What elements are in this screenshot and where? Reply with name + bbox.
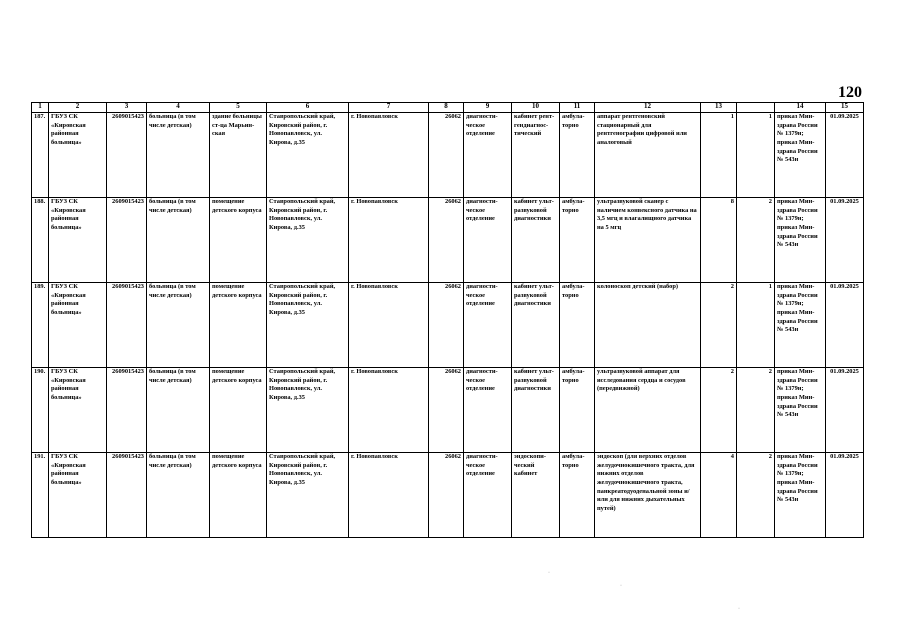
cell-regulatory-order: приказ Мин-здрава России № 1379н; приказ Мин-здрава России № 543н xyxy=(775,368,826,453)
cell-facility-type: больница (в том числе детская) xyxy=(147,368,210,453)
cell-care-conditions: амбула-торно xyxy=(560,368,595,453)
cell-cabinet: эндоскопи-ческий кабинет xyxy=(512,453,560,538)
column-header: 8 xyxy=(429,103,464,113)
cell-deadline-date: 01.09.2025 xyxy=(826,283,864,368)
cell-oktmo-code: 26062 xyxy=(429,453,464,538)
cell-oktmo-code: 26062 xyxy=(429,368,464,453)
cell-premises: помещение детского корпуса xyxy=(210,368,267,453)
cell-equipment-qty-available: 2 xyxy=(737,368,775,453)
cell-settlement: г. Новопавловск xyxy=(349,283,429,368)
cell-cabinet: кабинет ульт-развуковой диагностики xyxy=(512,368,560,453)
cell-facility-type: больница (в том числе детская) xyxy=(147,198,210,283)
page-number: 120 xyxy=(838,84,862,101)
cell-department: диагности-ческое отделение xyxy=(464,283,512,368)
cell-settlement: г. Новопавловск xyxy=(349,453,429,538)
cell-deadline-date: 01.09.2025 xyxy=(826,113,864,198)
cell-settlement: г. Новопавловск xyxy=(349,198,429,283)
cell-care-conditions: амбула-торно xyxy=(560,453,595,538)
cell-cabinet: кабинет рент-гендиагнос-тический xyxy=(512,113,560,198)
cell-inn: 2609015423 xyxy=(107,283,147,368)
column-number-row xyxy=(32,103,864,113)
cell-settlement: г. Новопавловск xyxy=(349,113,429,198)
cell-facility-type: больница (в том числе детская) xyxy=(147,283,210,368)
cell-regulatory-order: приказ Мин-здрава России № 1379н; приказ Мин-здрава России № 543н xyxy=(775,283,826,368)
cell-equipment-name: ультразвуковой сканер с наличием конвексного датчика на 3,5 мгц и влагалищного датчика на 5 мгц xyxy=(595,198,701,283)
cell-department: диагности-ческое отделение xyxy=(464,368,512,453)
column-header: 13 xyxy=(701,103,737,113)
scan-speck: · xyxy=(548,570,550,576)
cell-department: диагности-ческое отделение xyxy=(464,113,512,198)
cell-care-conditions: амбула-торно xyxy=(560,113,595,198)
cell-regulatory-order: приказ Мин-здрава России № 1379н; приказ Мин-здрава России № 543н xyxy=(775,453,826,538)
cell-premises: помещение детского корпуса xyxy=(210,453,267,538)
column-header: 15 xyxy=(826,103,864,113)
cell-inn: 2609015423 xyxy=(107,453,147,538)
cell-organization-name: ГБУЗ СК «Кировская районная больница» xyxy=(49,368,107,453)
cell-equipment-qty-required: 8 xyxy=(701,198,737,283)
cell-equipment-qty-required: 1 xyxy=(701,113,737,198)
table-row xyxy=(32,453,864,538)
scan-speck: · xyxy=(738,606,740,612)
column-header: 4 xyxy=(147,103,210,113)
cell-address: Ставропольский край, Кировский район, г. Новопавловск, ул. Кирова, д.35 xyxy=(267,198,349,283)
table-row xyxy=(32,283,864,368)
cell-equipment-qty-available: 2 xyxy=(737,198,775,283)
cell-care-conditions: амбула-торно xyxy=(560,198,595,283)
cell-row-number: 188. xyxy=(32,198,49,283)
cell-cabinet: кабинет ульт-развуковой диагностики xyxy=(512,283,560,368)
cell-equipment-name: колоноскоп детский (набор) xyxy=(595,283,701,368)
cell-facility-type: больница (в том числе детская) xyxy=(147,113,210,198)
table-row xyxy=(32,113,864,198)
cell-inn: 2609015423 xyxy=(107,113,147,198)
scan-speck: · xyxy=(620,583,622,589)
cell-equipment-qty-required: 2 xyxy=(701,368,737,453)
cell-organization-name: ГБУЗ СК «Кировская районная больница» xyxy=(49,283,107,368)
column-header: 7 xyxy=(349,103,429,113)
cell-equipment-qty-required: 2 xyxy=(701,283,737,368)
column-header: 1 xyxy=(32,103,49,113)
cell-row-number: 191. xyxy=(32,453,49,538)
column-header: 9 xyxy=(464,103,512,113)
column-header: 14 xyxy=(775,103,826,113)
cell-organization-name: ГБУЗ СК «Кировская районная больница» xyxy=(49,113,107,198)
column-header: 5 xyxy=(210,103,267,113)
cell-address: Ставропольский край, Кировский район, г. Новопавловск, ул. Кирова, д.35 xyxy=(267,368,349,453)
cell-premises: помещение детского корпуса xyxy=(210,198,267,283)
column-header: 10 xyxy=(512,103,560,113)
cell-equipment-name: ультразвуковой аппарат для исследования сердца и сосудов (передвижной) xyxy=(595,368,701,453)
cell-inn: 2609015423 xyxy=(107,198,147,283)
column-header: 2 xyxy=(49,103,107,113)
cell-oktmo-code: 26062 xyxy=(429,198,464,283)
cell-deadline-date: 01.09.2025 xyxy=(826,453,864,538)
column-header: 12 xyxy=(595,103,701,113)
cell-settlement: г. Новопавловск xyxy=(349,368,429,453)
cell-address: Ставропольский край, Кировский район, г. Новопавловск, ул. Кирова, д.35 xyxy=(267,283,349,368)
cell-premises: помещение детского корпуса xyxy=(210,283,267,368)
cell-regulatory-order: приказ Мин-здрава России № 1379н; приказ Мин-здрава России № 543н xyxy=(775,113,826,198)
cell-oktmo-code: 26062 xyxy=(429,113,464,198)
cell-row-number: 190. xyxy=(32,368,49,453)
cell-equipment-qty-available: 1 xyxy=(737,113,775,198)
cell-address: Ставропольский край, Кировский район, г. Новопавловск, ул. Кирова, д.35 xyxy=(267,453,349,538)
cell-oktmo-code: 26062 xyxy=(429,283,464,368)
cell-inn: 2609015423 xyxy=(107,368,147,453)
table-row xyxy=(32,368,864,453)
cell-organization-name: ГБУЗ СК «Кировская районная больница» xyxy=(49,198,107,283)
table-row xyxy=(32,198,864,283)
column-header: 6 xyxy=(267,103,349,113)
cell-care-conditions: амбула-торно xyxy=(560,283,595,368)
cell-department: диагности-ческое отделение xyxy=(464,198,512,283)
cell-regulatory-order: приказ Мин-здрава России № 1379н; приказ Мин-здрава России № 543н xyxy=(775,198,826,283)
cell-premises: здание больницы ст-ца Марьин-ская xyxy=(210,113,267,198)
cell-equipment-name: аппарат рентгеновский стационарный для рентгенографии цифровой или аналоговый xyxy=(595,113,701,198)
cell-deadline-date: 01.09.2025 xyxy=(826,198,864,283)
equipment-table xyxy=(31,102,864,538)
column-header: 11 xyxy=(560,103,595,113)
cell-equipment-qty-available: 2 xyxy=(737,453,775,538)
column-header: 3 xyxy=(107,103,147,113)
column-header xyxy=(737,103,775,113)
cell-address: Ставропольский край, Кировский район, г. Новопавловск, ул. Кирова, д.35 xyxy=(267,113,349,198)
cell-facility-type: больница (в том числе детская) xyxy=(147,453,210,538)
cell-row-number: 187. xyxy=(32,113,49,198)
cell-equipment-qty-required: 4 xyxy=(701,453,737,538)
cell-department: диагности-ческое отделение xyxy=(464,453,512,538)
cell-organization-name: ГБУЗ СК «Кировская районная больница» xyxy=(49,453,107,538)
cell-deadline-date: 01.09.2025 xyxy=(826,368,864,453)
cell-equipment-name: эндоскоп (для верхних отделов желудочнокишечного тракта, для нижних отделов желудочнокишечного тракта, панкреатодуоденальной зоны и/или для нижних дыхательных путей) xyxy=(595,453,701,538)
cell-equipment-qty-available: 1 xyxy=(737,283,775,368)
cell-row-number: 189. xyxy=(32,283,49,368)
cell-cabinet: кабинет ульт-развуковой диагностики xyxy=(512,198,560,283)
